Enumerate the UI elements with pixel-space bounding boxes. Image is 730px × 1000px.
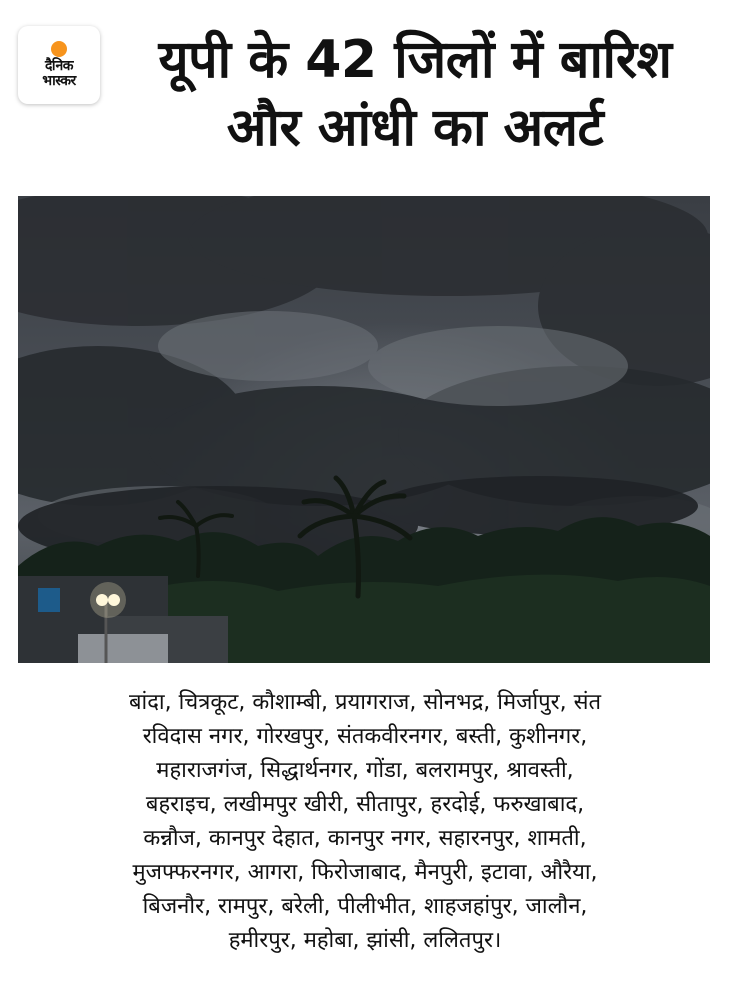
dainik-bhaskar-logo — [18, 26, 100, 104]
district-list-line: बिजनौर, रामपुर, बरेली, पीलीभीत, शाहजहांपुर, जालौन, — [142, 894, 588, 919]
district-list-line: बहराइच, लखीमपुर खीरी, सीतापुर, हरदोई, फरुखाबाद, — [145, 792, 585, 817]
district-list-line: कन्नौज, कानपुर देहात, कानपुर नगर, सहारनपुर, शामती, — [143, 826, 587, 851]
district-list-line: बांदा, चित्रकूट, कौशाम्बी, प्रयागराज, सोनभद्र, मिर्जापुर, संत — [128, 690, 602, 715]
headline — [110, 26, 720, 162]
storm-photo — [18, 196, 710, 663]
logo-text-line2: भास्कर — [42, 73, 76, 89]
district-list-line: रविदास नगर, गोरखपुर, संतकवीरनगर, बस्ती, कुशीनगर, — [142, 724, 588, 749]
headline-line2: और आंधी का अलर्ट — [226, 98, 604, 158]
district-list-line: मुजफ्फरनगर, आगरा, फिरोजाबाद, मैनपुरी, इटावा, औरैया, — [132, 860, 598, 885]
district-list-line: हमीरपुर, महोबा, झांसी, ललितपुर। — [228, 928, 502, 953]
storm-clouds-illustration — [18, 196, 710, 663]
district-list — [30, 686, 700, 958]
logo-text-line1: दैनिक — [44, 58, 74, 74]
headline-line1: यूपी के 42 जिलों में बारिश — [158, 30, 672, 90]
district-list-line: महाराजगंज, सिद्धार्थनगर, गोंडा, बलरामपुर, श्रावस्ती, — [156, 758, 574, 783]
sun-icon — [51, 41, 67, 57]
